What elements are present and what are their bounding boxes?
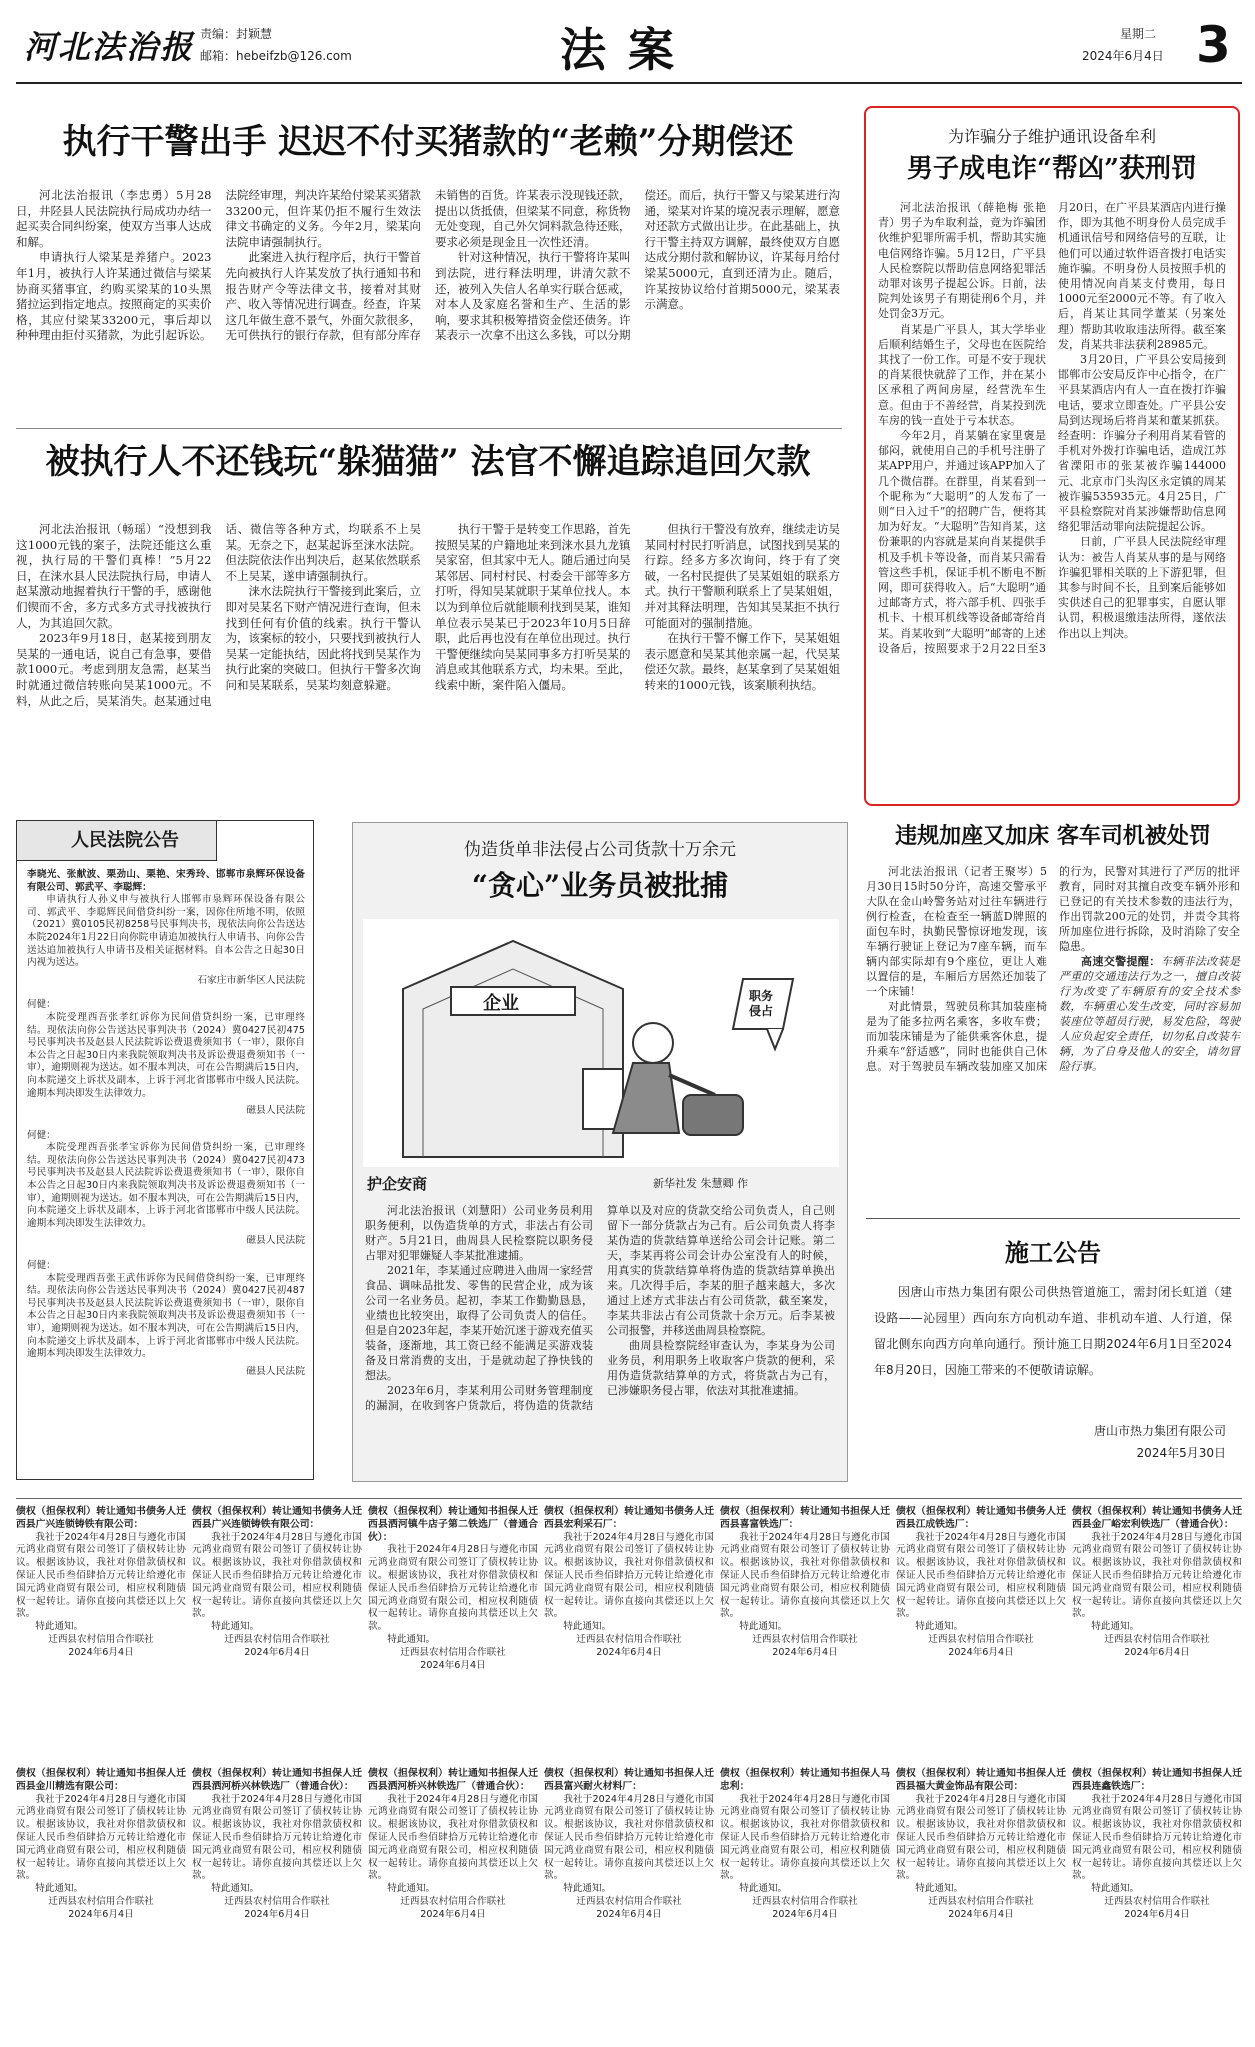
notice-body: 本院受理西吾张孝红诉你为民间借贷纠纷一案，已审理终结。现依法向你公告送达民事判决书（2024）冀0427民初475号民事判决书及赵县人民法院诉讼费退费须知书（一审），限你自本公告之日起30日内来我院领取判决书及诉讼费退费须知书（一审），逾期则视为送达。如不服本判决，可在公告期满后15日内，向本院递交上诉状及副本，上诉于河北省邯郸市中级人民法院。逾期本判决即发生法律效力。 xyxy=(27,1011,305,1099)
notice-body: 我社于2024年4月28日与遵化市国元鸿业商贸有限公司签订了债权转让协议。根据该协议，我社对你借款债权和保证人民币叁佰肆拾万元转让给遵化市国元鸿业商贸有限公司，相应权利随债权一起转让。请你直接向其偿还以上欠款。 xyxy=(368,1544,538,1633)
debt-notice xyxy=(896,1506,1066,1660)
notice-signature: 迁西县农村信用合作联社 xyxy=(48,1633,154,1645)
notice-body: 我社于2024年4月28日与遵化市国元鸿业商贸有限公司签订了债权转让协议。根据该协议，我社对你借款债权和保证人民币叁佰肆拾万元转让给遵化市国元鸿业商贸有限公司，相应权利随债权一起转让。请你直接向其偿还以上欠款。 xyxy=(896,1793,1066,1882)
notice-signature: 石家庄市新华区人民法院 xyxy=(197,974,305,986)
notice-signature: 迁西县农村信用合作联社 xyxy=(224,1633,330,1645)
tip-label: 高速交警提醒： xyxy=(1081,955,1161,968)
editor-email: 邮箱：hebeifzb@126.com xyxy=(200,49,352,63)
construction-date: 2024年5月30日 xyxy=(1136,1446,1226,1460)
notice-heading: 债权（担保权利）转让通知书债务人迁西县广兴连锁铸铁有限公司： xyxy=(16,1506,186,1530)
notice-signature: 磁县人民法院 xyxy=(246,1235,305,1247)
debt-notice xyxy=(16,1506,186,1660)
paragraph: 执行干警于是转变工作思路，首先按照吴某的户籍地址来到涞水县九龙镇吴家窑，但其家中无人。随后通过向吴某邻居、同村村民、村委会干部等多方打听，得知吴某就职于某单位找人。本以为到单位后就能顺利找到吴某，谁知单位表示吴某已于2023年10月5日辞职，此后再也没有在单位出现过。执行干警便继续向吴某同事多方打听吴某的消息或其他联系方式，均未果。至此，线索中断，案件陷入僵局。 xyxy=(435,522,631,692)
debt-notice xyxy=(544,1768,714,1922)
notice-heading: 债权（担保权利）转让通知书债务人迁西县广兴连锁铸铁有限公司： xyxy=(192,1506,362,1530)
notice-rule xyxy=(16,1498,1242,1499)
editor-credit: 责编：封颖慧 xyxy=(200,27,273,41)
paragraph: 此案进入执行程序后，执行干警首先向被执行人许某发放了执行通知书和报告财产令等法律文书，接着对其财产、收入等情况进行调查。经查，许某这几年做生意不景气，外面欠款很多，无可供执行的银行存款，但有部分库存未销售的百货。许某表示没现钱还款，提出以货抵债，但梁某不同意，称货物无处变现，自己外欠饲料款急待还账，要求必须是现金且一次性还清。 xyxy=(225,188,631,343)
article-debtor-installments xyxy=(16,120,840,420)
issue-date: 2024年6月4日 xyxy=(1082,49,1164,63)
notice-date: 2024年6月4日 xyxy=(596,1646,662,1658)
paragraph: 但执行干警没有放弃，继续走访吴某同村村民打听消息，试图找到吴某的行踪。经多方多次询问，终于有了突破，一名村民提供了吴某姐姐的联系方式。执行干警顺利联系上了吴某姐姐，并对其释法明理，告知其吴某拒不执行可能面对的强制措施。 xyxy=(644,522,840,630)
notice-signature: 迁西县农村信用合作联社 xyxy=(752,1633,858,1645)
paragraph: 对此情景，驾驶员称其加装座椅是为了能多拉两名乘客，多收车费；而加装床铺是为了能供乘客休息，提升乘车“舒适感”，同时也能供自己休息。对于驾驶员车辆改装加座又加床的行为，民警对其进行了严厉的批评教育，同时对其擅自改变车辆外形和已登记的有关技术参数的违法行为，作出罚款200元的处罚，并责令其将所加座位进行拆除，及时消除了安全隐患。 xyxy=(866,865,1240,1073)
notice-body: 申请执行人孙义申与被执行人邯郸市泉辉环保设备有限公司、郭武平、李聪辉民间借贷纠纷一案，因你住所地不明，依照（2021）冀0105民初8258号民事判决书，现依法向你公告送达本院2024年1月22日向你院申请追加被执行人申请书、向你公告送达追加被执行人申请书及相关证据材料。自本公告之日起30日内视为送达。 xyxy=(27,894,305,969)
court-title-tab xyxy=(17,821,217,861)
notice-body: 我社于2024年4月28日与遵化市国元鸿业商贸有限公司签订了债权转让协议。根据该协议，我社对你借款债权和保证人民币叁佰肆拾万元转让给遵化市国元鸿业商贸有限公司，相应权利随债权一起转让。请你直接向其偿还以上欠款。 xyxy=(16,1793,186,1882)
notice-heading: 债权（担保权利）转让通知书债务人迁西县江成铁选厂： xyxy=(896,1506,1066,1530)
article-body xyxy=(16,522,840,798)
paragraph: 肖某是广平县人，其大学毕业后顺利结婚生子，父母也在医院给其找了一份工作。可是不安于现状的肖某很快就辞了工作，并在某小区承租了两间房屋，经营洗车生意。但由于不善经营，肖某投到洗车房的钱一直处于亏本状态。 xyxy=(878,322,1046,427)
construction-title: 施工公告 xyxy=(1005,1238,1101,1267)
notice-body: 我社于2024年4月28日与遵化市国元鸿业商贸有限公司签订了债权转让协议。根据该协议，我社对你借款债权和保证人民币叁佰肆拾万元转让给遵化市国元鸿业商贸有限公司，相应权利随债权一起转让。请你直接向其偿还以上欠款。 xyxy=(368,1793,538,1882)
paragraph: 河北法治报讯（记者王聚岑）5月30日15时50分许，高速交警承平大队在金山岭警务站对过往车辆进行例行检查，在检查至一辆蓝D牌照的面包车时，执勤民警惊讶地发现，该车辆行驶证上登记为7座车辆，而车辆内部实际却有9个座位，更让人难以置信的是，车厢后方居然还加装了一个床铺！ xyxy=(866,865,1047,998)
notice-signature: 迁西县农村信用合作联社 xyxy=(752,1895,858,1907)
notice-closing: 特此通知。 xyxy=(563,1621,612,1633)
article-body xyxy=(16,188,840,416)
paragraph: 2021年，李某通过应聘进入曲周一家经营食品、调味品批发、零售的民营企业，成为该公司一名业务员。起初，李某工作勤勤恳恳，业绩也比较突出，取得了公司负责人的信任。但是自2023年起，李某开始沉迷于游戏充值买装备，逐渐地，其工资已经不能满足买游戏装备及日常消费的支出，于是就动起了挣快钱的想法。 xyxy=(365,1264,593,1382)
article-headline: “贪心”业务员被批捕 xyxy=(471,869,729,902)
paragraph: 申请执行人梁某是养猪户。2023年1月，被执行人许某通过微信与梁某协商买猪事宜，约购买梁某的10头黑猪拉运到指定地点。按照商定的买卖价格，其应付梁某33200元，事后却以种种理由拒付买猪款，为此引起诉讼。法院经审理，判决许某给付梁某买猪款33200元，但许某仍拒不履行生效法律文书确定的义务。今年2月，梁某向法院申请强制执行。 xyxy=(16,188,421,343)
notice-signature: 迁西县农村信用合作联社 xyxy=(1104,1633,1210,1645)
notice-heading: 债权（担保权利）转让通知书债务人迁西县宏利采石厂： xyxy=(544,1506,714,1530)
notice-body: 我社于2024年4月28日与遵化市国元鸿业商贸有限公司签订了债权转让协议。根据该协议，我社对你借款债权和保证人民币叁佰肆拾万元转让给遵化市国元鸿业商贸有限公司，相应权利随债权一起转让。请你直接向其偿还以上欠款。 xyxy=(16,1531,186,1620)
masthead xyxy=(0,0,1255,92)
notice-closing: 特此通知。 xyxy=(915,1621,964,1633)
notice-heading: 债权（担保权利）转让通知书担保人迁西县金川精选有限公司： xyxy=(16,1768,186,1792)
notice-addressee: 何健： xyxy=(27,999,56,1011)
debt-notice xyxy=(192,1506,362,1660)
paragraph: 河北法治报讯（畅瑶）“没想到我这1000元钱的案子，法院还能这么重视，执行局的干警们真棒！”5月22日，在涞水县人民法院执行局，申请人赵某激动地握着执行干警的手，感谢他们锲而不舍，多方式多方式寻找被执行人，为其追回欠款。 xyxy=(16,522,212,630)
notice-closing: 特此通知。 xyxy=(1091,1621,1140,1633)
section-title: 法案 xyxy=(560,23,696,77)
notice-closing: 特此通知。 xyxy=(1091,1883,1140,1895)
notice-body: 我社于2024年4月28日与遵化市国元鸿业商贸有限公司签订了债权转让协议。根据该协议，我社对你借款债权和保证人民币叁佰肆拾万元转让给遵化市国元鸿业商贸有限公司，相应权利随债权一起转让。请你直接向其偿还以上欠款。 xyxy=(1072,1793,1242,1882)
notice-heading: 债权（担保权利）转让通知书担保人迁西县洒河桥兴林铁选厂（普通合伙）： xyxy=(368,1768,538,1792)
tip-text: 车辆非法改装是严重的交通违法行为之一，擅自改装行为改变了车辆原有的安全技术参数，车辆重心发生改变，同时容易加装座位等超员行驶，易发危险，驾驶人应负起安全责任，切勿私自改装车辆，为了自身及他人的安全，请勿冒险行事。 xyxy=(1059,955,1241,1073)
article-headline: 执行干警出手 迟迟不付买猪款的“老赖”分期偿还 xyxy=(62,122,794,162)
article-kicker: 为诈骗分子维护通讯设备牟利 xyxy=(947,127,1156,146)
notice-signature: 迁西县农村信用合作联社 xyxy=(400,1895,506,1907)
article-kicker: 伪造货单非法侵占公司货款十万余元 xyxy=(464,840,736,860)
notice-closing: 特此通知。 xyxy=(387,1883,436,1895)
article-body xyxy=(365,1203,835,1475)
notice-closing: 特此通知。 xyxy=(35,1621,84,1633)
article-body xyxy=(866,864,1240,1196)
court-title: 人民法院公告 xyxy=(71,830,179,851)
notice-closing: 特此通知。 xyxy=(211,1621,260,1633)
notice-signature: 迁西县农村信用合作联社 xyxy=(576,1895,682,1907)
notice-date: 2024年6月4日 xyxy=(772,1646,838,1658)
debt-notice xyxy=(544,1506,714,1660)
notice-date: 2024年6月4日 xyxy=(772,1908,838,1920)
notice-heading: 债权（担保权利）转让通知书担保人迁西县洒河镇牛店子第二铁选厂（普通合伙）： xyxy=(368,1506,538,1543)
notice-body: 我社于2024年4月28日与遵化市国元鸿业商贸有限公司签订了债权转让协议。根据该协议，我社对你借款债权和保证人民币叁佰肆拾万元转让给遵化市国元鸿业商贸有限公司，相应权利随债权一起转让。请你直接向其偿还以上欠款。 xyxy=(896,1531,1066,1620)
paragraph: 河北法治报讯（刘慧阳）公司业务员利用职务便利，以伪造货单的方式，非法占有公司财产。5月21日，曲周县人民检察院以职务侵占罪对犯罪嫌疑人李某批准逮捕。 xyxy=(365,1204,593,1262)
debt-notice xyxy=(1072,1506,1242,1660)
paragraph: 2023年9月18日，赵某接到朋友吴某的一通电话，说自己有急事，要借款1000元。考虑到朋友急需，赵某当时就通过微信转账向吴某1000元。不料，从此之后，吴某消失。赵某通过电话、微信等各种方式，均联系不上吴某。无奈之下，赵某起诉至涞水法院。但法院依法作出判决后，赵某依然联系不上吴某，遂申请强制执行。 xyxy=(16,522,421,708)
debt-notice xyxy=(720,1768,890,1922)
debt-notice xyxy=(368,1506,538,1672)
notice-body: 本院受理西吾张王武伟诉你为民间借贷纠纷一案，已审理终结。现依法向你公告送达民事判决书（2024）冀0427民初487号民事判决书及赵县人民法院诉讼费退费须知书（一审），限你自本公告之日起30日内来我院领取判决书及诉讼费退费须知书（一审），逾期则视为送达。如不服本判决，可在公告期满后15日内，向本院递交上诉状及副本，上诉于河北省邯郸市中级人民法院。逾期本判决即发生法律效力。 xyxy=(27,1272,305,1360)
notice-date: 2024年6月4日 xyxy=(948,1908,1014,1920)
notice-closing: 特此通知。 xyxy=(563,1883,612,1895)
paragraph: 3月20日，广平县公安局接到邯郸市公安局反诈中心指令，在广平县某酒店内有人一直在拨打诈骗电话，要求立即查处。广平县公安局到达现场后将肖某和董某抓获。经查明：诈骗分子利用肖某看管的手机对外拨打诈骗电话，造成江苏省溧阳市的张某被诈骗144000元、北京市门头沟区永定镇的周某被诈骗535935元。4月25日，广平县检察院对肖某涉嫌帮助信息网络犯罪活动罪向法院提起公诉。 xyxy=(1058,353,1226,534)
court-notice xyxy=(27,869,305,987)
article-embezzlement xyxy=(352,822,848,1482)
construction-signature: 唐山市热力集团有限公司 xyxy=(1093,1424,1226,1438)
cartoon-building-label: 企业 xyxy=(483,993,519,1014)
cartoon-illustration xyxy=(363,919,839,1167)
notice-date: 2024年6月4日 xyxy=(420,1908,486,1920)
notice-body: 本院受理西吾张孝宝诉你为民间借贷纠纷一案，已审理终结。现依法向你公告送达民事判决书（2024）冀0427民初473号民事判决书及赵县人民法院诉讼费退费须知书（一审），限你自本公告之日起30日内来我院领取判决书及诉讼费退费须知书（一审），逾期则视为送达。如不服本判决，可在公告期满后15日内，向本院递交上诉状及副本，上诉于河北省邯郸市中级人民法院。逾期本判决即发生法律效力。 xyxy=(27,1142,305,1229)
notice-closing: 特此通知。 xyxy=(739,1621,788,1633)
notice-heading: 债权（担保权利）转让通知书担保人马忠利： xyxy=(720,1768,890,1792)
paragraph: 涞水法院执行干警接到此案后，立即对吴某名下财产情况进行查询，但未找到任何有价值的线索。执行干警认为，该案标的较小，只要找到被执行人吴某一定能执结，因此将找到吴某作为执行此案的突破口。但执行干警多次询问和吴某联系，吴某均刻意躲避。 xyxy=(225,584,421,692)
notice-closing: 特此通知。 xyxy=(211,1883,260,1895)
notice-date: 2024年6月4日 xyxy=(244,1646,310,1658)
notice-signature: 迁西县农村信用合作联社 xyxy=(928,1895,1034,1907)
paragraph: 河北法治报讯（李忠勇）5月28日，井陉县人民法院执行局成功办结一起买卖合同纠纷案，使双方当事人达成和解。 xyxy=(16,188,212,249)
notice-signature: 迁西县农村信用合作联社 xyxy=(224,1895,330,1907)
masthead-rule xyxy=(16,82,1242,84)
paragraph: 在执行干警不懈工作下，吴某姐姐表示愿意和吴某其他亲属一起，代吴某偿还欠款。最终，赵某拿到了吴某姐姐转来的1000元钱，该案顺利执结。 xyxy=(644,631,840,692)
notice-signature: 磁县人民法院 xyxy=(246,1365,305,1377)
notice-heading: 债权（担保权利）转让通知书担保人迁西县连鑫铁选厂： xyxy=(1072,1768,1242,1792)
paragraph: 2023年6月，李某利用公司财务管理制度的漏洞，在收到客户货款后，将伪造的货款结算单以及对应的货款交给公司负责人，自己则留下一部分货款占为己有。后公司负责人将李某伪造的货款结算单送给公司会计记账。第二天，李某再将公司会计办公室没有人的时候，用真实的货款结算单将伪造的货款结算单换出来。几次得手后，李某的胆子越来越大，多次通过上述方式非法占有公司货款，截至案发，李某共非法占有公司货款十余万元。后李某被公司报警，并移送曲周县检察院。 xyxy=(365,1204,835,1412)
construction-body: 因唐山市热力集团有限公司供热管道施工，需封闭长虹道（建设路——沁园里）西向东方向机动车道、非机动车道、人行道，保留北侧东向西方向单向通行。预计施工日期2024年6月1日至2024年8月20日，因施工带来的不便敬请谅解。 xyxy=(874,1285,1232,1377)
notice-heading: 债权（担保权利）转让通知书担保人迁西县富兴耐火材料厂： xyxy=(544,1768,714,1792)
court-notice xyxy=(27,1260,305,1378)
notice-body: 我社于2024年4月28日与遵化市国元鸿业商贸有限公司签订了债权转让协议。根据该协议，我社对你借款债权和保证人民币叁佰肆拾万元转让给遵化市国元鸿业商贸有限公司，相应权利随债权一起转让。请你直接向其偿还以上欠款。 xyxy=(544,1531,714,1620)
cartoon-drawing xyxy=(363,919,839,1167)
notice-signature: 磁县人民法院 xyxy=(246,1105,305,1117)
debt-notice xyxy=(1072,1768,1242,1922)
paragraph: 针对这种情况，执行干警将许某叫到法院，进行释法明理，讲清欠款不还，被列入失信人名单实行联合惩戒，对本人及家庭名誉和生产、生活的影响，要求其积极筹措资金偿还债务。许某表示一次拿不出这么多钱，可以分期偿还。而后，执行干警又与梁某进行沟通，梁某对许某的境况表示理解，愿意对还款方式做出让步。在此基础上，执行干警主持双方调解，最终使双方自愿达成分期付款和解协议，许某每月给付梁某5000元，直到还清为止。随后，许某按协议给付首期5000元，梁某表示满意。 xyxy=(435,188,840,343)
notice-signature: 迁西县农村信用合作联社 xyxy=(928,1633,1034,1645)
debt-notice xyxy=(896,1768,1066,1922)
newspaper-logo: 河北法治报 xyxy=(24,28,195,66)
notice-closing: 特此通知。 xyxy=(387,1633,436,1645)
notice-addressee: 何健： xyxy=(27,1129,56,1141)
notice-date: 2024年6月4日 xyxy=(1124,1646,1190,1658)
paragraph: 曲周县检察院经审查认为，李某身为公司业务员，利用职务上收取客户货款的便利，采用伪造货款结算单的方式，将货款占为己有，已涉嫌职务侵占罪，依法对其批准逮捕。 xyxy=(607,1339,835,1397)
traffic-tip xyxy=(1059,954,1240,1074)
notice-heading: 债权（担保权利）转让通知书担保人迁西县福大黄金饰品有限公司： xyxy=(896,1768,1066,1792)
notice-closing: 特此通知。 xyxy=(915,1883,964,1895)
notice-date: 2024年6月4日 xyxy=(68,1908,134,1920)
notice-addressee: 何健： xyxy=(27,1260,56,1272)
article-headline: 被执行人不还钱玩“躲猫猫” 法官不懈追踪追回欠款 xyxy=(45,442,811,482)
court-announcements xyxy=(16,820,314,1480)
article-headline: 男子成电诈“帮凶”获刑罚 xyxy=(907,154,1197,184)
court-notice xyxy=(27,1130,305,1248)
notice-date: 2024年6月4日 xyxy=(596,1908,662,1920)
debt-notice xyxy=(368,1768,538,1922)
debt-notice xyxy=(192,1768,362,1922)
notice-closing: 特此通知。 xyxy=(35,1883,84,1895)
notice-signature: 迁西县农村信用合作联社 xyxy=(400,1646,506,1658)
notice-signature: 迁西县农村信用合作联社 xyxy=(576,1633,682,1645)
notice-date: 2024年6月4日 xyxy=(948,1646,1014,1658)
notice-heading: 债权（担保权利）转让通知书担保人迁西县喜富铁选厂： xyxy=(720,1506,890,1530)
notice-addressee: 李晓光、张献波、栗劲山、栗艳、宋秀玲、邯郸市泉辉环保设备有限公司、郭武平、李聪辉： xyxy=(27,869,305,893)
notice-signature: 迁西县农村信用合作联社 xyxy=(48,1895,154,1907)
notice-body: 我社于2024年4月28日与遵化市国元鸿业商贸有限公司签订了债权转让协议。根据该协议，我社对你借款债权和保证人民币叁佰肆拾万元转让给遵化市国元鸿业商贸有限公司，相应权利随债权一起转让。请你直接向其偿还以上欠款。 xyxy=(720,1531,890,1620)
court-notice xyxy=(27,999,305,1117)
cartoon-credit: 新华社发 朱慧卿 作 xyxy=(653,1177,748,1190)
notice-body: 我社于2024年4月28日与遵化市国元鸿业商贸有限公司签订了债权转让协议。根据该协议，我社对你借款债权和保证人民币叁佰肆拾万元转让给遵化市国元鸿业商贸有限公司，相应权利随债权一起转让。请你直接向其偿还以上欠款。 xyxy=(720,1793,890,1882)
debt-notice xyxy=(720,1506,890,1660)
page-number: 3 xyxy=(1196,16,1231,74)
notice-body: 我社于2024年4月28日与遵化市国元鸿业商贸有限公司签订了债权转让协议。根据该协议，我社对你借款债权和保证人民币叁佰肆拾万元转让给遵化市国元鸿业商贸有限公司，相应权利随债权一起转让。请你直接向其偿还以上欠款。 xyxy=(192,1531,362,1620)
notice-body: 我社于2024年4月28日与遵化市国元鸿业商贸有限公司签订了债权转让协议。根据该协议，我社对你借款债权和保证人民币叁佰肆拾万元转让给遵化市国元鸿业商贸有限公司，相应权利随债权一起转让。请你直接向其偿还以上欠款。 xyxy=(192,1793,362,1882)
notice-date: 2024年6月4日 xyxy=(420,1659,486,1671)
paragraph: 日前，广平县人民法院经审理认为：被告人肖某从事的是与网络诈骗犯罪相关联的上下游犯罪，但其参与时间不长，且到案后能够如实供述自己的犯罪事实，自愿认罪认罚，积极退缴违法所得，遂依法作出以上判决。 xyxy=(1058,535,1226,640)
cartoon-crime-label: 职务侵占 xyxy=(749,989,774,1018)
notice-heading: 债权（担保权利）转让通知书担保人迁西县洒河桥兴林铁选厂（普通合伙）： xyxy=(192,1768,362,1792)
article-illegal-bus-modification xyxy=(866,820,1240,1200)
weekday: 星期二 xyxy=(1120,27,1157,41)
divider xyxy=(16,428,842,429)
notice-heading: 债权（担保权利）转让通知书债务人迁西县金厂峪宏利铁选厂（普通合伙）： xyxy=(1072,1506,1242,1530)
paragraph: 河北法治报讯（薛艳梅 张艳青）男子为牟取利益，竟为诈骗团伙维护犯罪所需手机，帮助其实施电信网络诈骗。5月12日，广平县人民检察院以帮助信息网络犯罪活动罪对该男子提起公诉。日前，法院判处该男子有期徒刑6个月，并处罚金3万元。 xyxy=(878,201,1046,321)
paragraph: 今年2月，肖某躺在家里褒是郁闷，就使用自己的手机号注册了某APP用户，并通过该APP加入了几个微信群。在群里，肖某看到一个昵称为“大聪明”的人发布了一则“日入过千”的招聘广告，便将其加为好友。“大聪明”告知肖某，这份兼职的内容就是某向肖某提供手机及手机卡等设备，而肖某只需看管这些手机，保证手机不断电不断网，即可获得收入。后“大聪明”通过邮寄方式，将六部手机、四张手机卡、十根耳机线等设备邮寄给肖某。肖某收到“大聪明”邮寄的上述设备后，按照要求于2月22日至3月20日，在广平县某酒店内进行操作，即为其他不明身份人员完成手机通讯信号和网络信号的互联，让他们可以通过软件语音拨打电话实施诈骗。不明身份人员按照手机的使用情况向肖某支付费用，每日1000元至2000元不等。有了收入后，肖某让其同学董某（另案处理）帮助其收取违法所得。截至案发，肖某共非法获利28985元。 xyxy=(878,201,1226,655)
article-headline: 违规加座又加床 客车司机被处罚 xyxy=(895,823,1211,849)
debt-notice xyxy=(16,1768,186,1922)
notice-body: 我社于2024年4月28日与遵化市国元鸿业商贸有限公司签订了债权转让协议。根据该协议，我社对你借款债权和保证人民币叁佰肆拾万元转让给遵化市国元鸿业商贸有限公司，相应权利随债权一起转让。请你直接向其偿还以上欠款。 xyxy=(1072,1531,1242,1620)
cartoon-column: 护企安商 xyxy=(367,1175,428,1193)
notice-closing: 特此通知。 xyxy=(739,1883,788,1895)
article-hide-and-seek xyxy=(16,440,840,800)
notice-date: 2024年6月4日 xyxy=(1124,1908,1190,1920)
construction-notice xyxy=(866,1218,1240,1482)
notice-date: 2024年6月4日 xyxy=(68,1646,134,1658)
notice-body: 我社于2024年4月28日与遵化市国元鸿业商贸有限公司签订了债权转让协议。根据该协议，我社对你借款债权和保证人民币叁佰肆拾万元转让给遵化市国元鸿业商贸有限公司，相应权利随债权一起转让。请你直接向其偿还以上欠款。 xyxy=(544,1793,714,1882)
notice-signature: 迁西县农村信用合作联社 xyxy=(1104,1895,1210,1907)
notice-date: 2024年6月4日 xyxy=(244,1908,310,1920)
article-body xyxy=(878,200,1226,800)
article-fraud-accomplice xyxy=(864,106,1240,806)
